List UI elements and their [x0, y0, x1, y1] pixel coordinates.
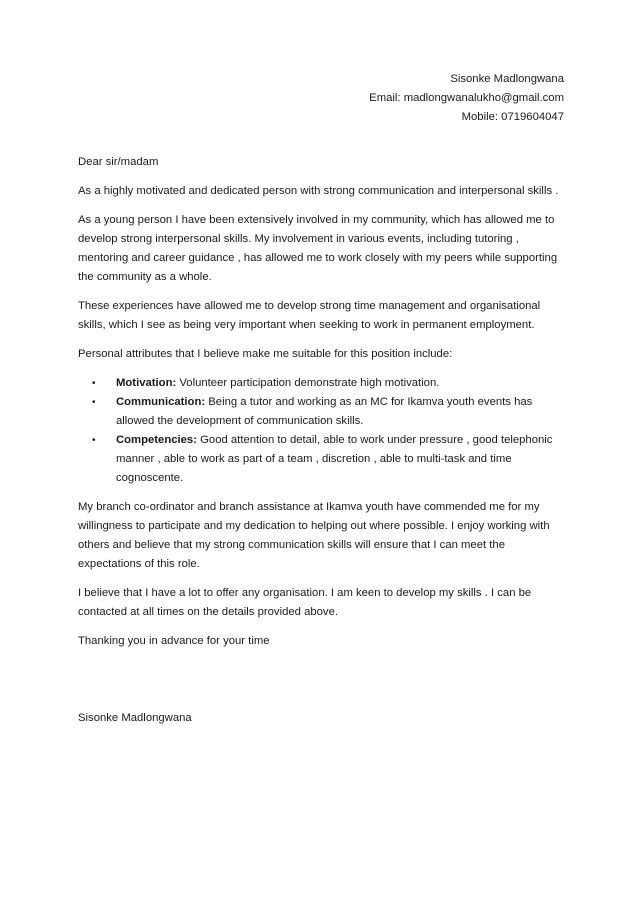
salutation: Dear sir/madam	[78, 156, 159, 168]
paragraph-commendation: My branch co-ordinator and branch assistance at Ikamva youth have commended me for my willingness to participate and my dedication to helping out where possible. I enjoy working with others and believe that my strong communication skills will ensure that I can meet the expectations of this role.	[78, 501, 550, 570]
paragraph-experience: These experiences have allowed me to develop strong time management and organisational skills, which I see as being very important when seeking to work in permanent employment.	[78, 300, 541, 331]
bullet-icon: •	[92, 397, 96, 408]
signature-spacer	[78, 661, 564, 709]
attributes-list	[78, 374, 564, 488]
paragraph-intro: As a highly motivated and dedicated person with strong communication and interpersonal skills .	[78, 185, 559, 197]
list-item	[92, 374, 564, 393]
sender-mobile: Mobile: 0719604047	[461, 111, 564, 123]
bullet-icon: •	[92, 378, 96, 389]
bullet-icon: •	[92, 435, 96, 446]
list-item	[92, 393, 564, 431]
paragraph-community: As a young person I have been extensively involved in my community, which has allowed me to develop strong interpersonal skills. My involvement in various events, including tutoring , mentoring and career guidance , has allowed me to work closely with my peers while supporting the community as a whole.	[78, 214, 558, 283]
signature-name: Sisonke Madlongwana	[78, 712, 192, 724]
sender-header	[78, 70, 564, 127]
attribute-text: Volunteer participation demonstrate high motivation.	[179, 377, 440, 389]
attribute-term: Communication:	[116, 396, 206, 408]
attribute-term: Competencies:	[116, 434, 197, 446]
paragraph-attributes-intro: Personal attributes that I believe make me suitable for this position include:	[78, 348, 453, 360]
paragraph-offer: I believe that I have a lot to offer any organisation. I am keen to develop my skills . I can be contacted at all times on the details provided above.	[78, 587, 532, 618]
letter-page	[78, 70, 564, 738]
paragraph-closing: Thanking you in advance for your time	[78, 635, 270, 647]
sender-email: Email: madlongwanalukho@gmail.com	[369, 92, 564, 104]
attribute-text: Good attention to detail, able to work under pressure , good telephonic manner , able to work as part of a team , discretion , able to multi-task and time cognoscente.	[116, 434, 553, 484]
sender-name: Sisonke Madlongwana	[450, 73, 564, 85]
list-item	[92, 431, 564, 488]
attribute-text: Being a tutor and working as an MC for Ikamva youth events has allowed the development of communication skills.	[116, 396, 533, 427]
attribute-term: Motivation:	[116, 377, 177, 389]
